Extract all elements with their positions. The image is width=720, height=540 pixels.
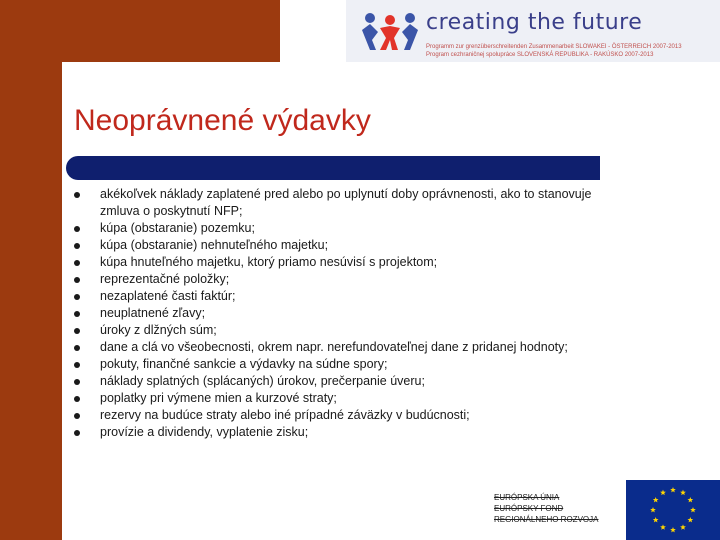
logo-figures-icon [360, 10, 420, 54]
eu-line-1: EURÓPSKA ÚNIA [494, 493, 560, 502]
bullet-icon [74, 294, 80, 300]
list-item: nezaplatené časti faktúr; [72, 288, 632, 305]
eu-flag-icon [626, 480, 720, 540]
bullet-icon [74, 192, 80, 198]
page-title: Neoprávnené výdavky [74, 104, 371, 137]
list-item: pokuty, finančné sankcie a výdavky na súdne spory; [72, 356, 632, 373]
list-item: náklady splatných (splácaných) úrokov, prečerpanie úveru; [72, 373, 632, 390]
list-item: kúpa (obstaranie) nehnuteľného majetku; [72, 237, 632, 254]
bullet-icon [74, 362, 80, 368]
eu-line-3: REGIONÁLNEHO ROZVOJA [494, 515, 599, 524]
left-accent-bar [0, 0, 62, 540]
list-item: kúpa hnuteľného majetku, ktorý priamo nesúvisí s projektom; [72, 254, 632, 271]
top-accent-bar [0, 0, 280, 62]
list-item: poplatky pri výmene mien a kurzové straty; [72, 390, 632, 407]
bullet-icon [74, 226, 80, 232]
logo-program-line-1: Programm zur grenzüberschreitenden Zusammenarbeit SLOWAKEI - ÖSTERREICH 2007-2013 [426, 44, 682, 50]
list-item: reprezentačné položky; [72, 271, 632, 288]
bullet-icon [74, 243, 80, 249]
program-logo [346, 0, 720, 62]
bullet-icon [74, 430, 80, 436]
title-underline-bar [66, 156, 600, 180]
list-item: dane a clá vo všeobecnosti, okrem napr. nerefundovateľnej dane z pridanej hodnoty; [72, 339, 632, 356]
list-item: neuplatnené zľavy; [72, 305, 632, 322]
bullet-icon [74, 345, 80, 351]
bullet-list [72, 186, 632, 441]
list-item: kúpa (obstaranie) pozemku; [72, 220, 632, 237]
list-item: provízie a dividendy, vyplatenie zisku; [72, 424, 632, 441]
bullet-icon [74, 379, 80, 385]
logo-tagline: creating the future [426, 10, 643, 35]
logo-program-line-2: Program cezhraničnej spolupráce SLOVENSKÁ REPUBLIKA - RAKÚSKO 2007-2013 [426, 52, 654, 58]
bullet-icon [74, 328, 80, 334]
eu-line-2: EURÓPSKY FOND [494, 504, 564, 513]
list-item: úroky z dlžných súm; [72, 322, 632, 339]
eu-funding-text [494, 492, 598, 525]
bullet-icon [74, 311, 80, 317]
bullet-icon [74, 277, 80, 283]
list-item: akékoľvek náklady zaplatené pred alebo po uplynutí doby oprávnenosti, ako to stanovuje zmluva o poskytnutí NFP; [72, 186, 632, 220]
list-item: rezervy na budúce straty alebo iné prípadné záväzky v budúcnosti; [72, 407, 632, 424]
bullet-icon [74, 396, 80, 402]
bullet-icon [74, 260, 80, 266]
bullet-icon [74, 413, 80, 419]
